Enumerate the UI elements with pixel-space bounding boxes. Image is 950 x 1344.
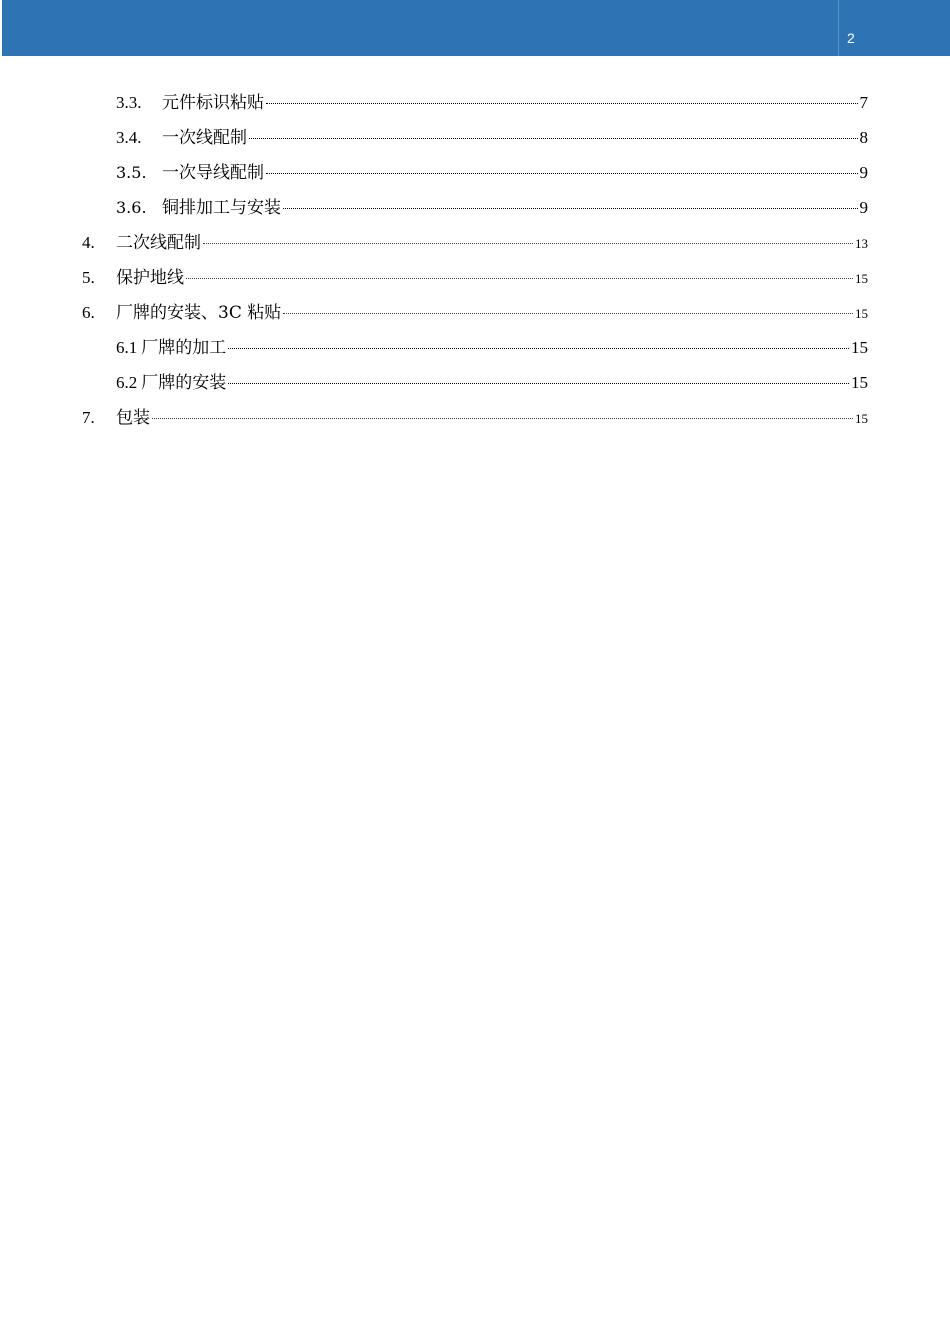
- toc-entry-page: 15: [855, 411, 868, 426]
- toc-entry-page: 9: [859, 163, 868, 182]
- toc-entry-number: 3.5.: [116, 163, 147, 182]
- dot-leader: [228, 348, 849, 349]
- toc-entry-number: 3.6.: [116, 198, 147, 217]
- toc-entry-page: 8: [859, 128, 868, 147]
- toc-entry-3-4[interactable]: [116, 121, 868, 155]
- toc-entry-number: 3.3.: [116, 93, 142, 112]
- toc-entry-6-2[interactable]: [116, 366, 868, 400]
- toc-entry-page: 15: [851, 338, 868, 357]
- dot-leader: [266, 103, 858, 104]
- toc-entry-3-3[interactable]: [116, 86, 868, 120]
- toc-entry-title: 厂牌的安装: [141, 373, 227, 393]
- toc-entry-number: 6.1: [116, 338, 138, 357]
- dot-leader: [249, 138, 858, 139]
- toc-entry-3-6[interactable]: [116, 191, 868, 225]
- toc-entry-number: 6.: [82, 303, 95, 322]
- toc-entry-page: 13: [855, 236, 868, 251]
- toc-entry-title: 保护地线: [116, 268, 184, 288]
- toc-entry-page: 15: [851, 373, 868, 392]
- dot-leader: [203, 243, 853, 244]
- toc-entry-page: 15: [855, 306, 868, 321]
- toc-entry-number: 4.: [82, 233, 95, 252]
- toc-entry-title: 一次导线配制: [162, 163, 264, 183]
- dot-leader: [266, 173, 858, 174]
- toc-entry-title: 厂牌的加工: [141, 338, 227, 358]
- toc-entry-4[interactable]: [82, 226, 868, 260]
- toc-entry-title: 厂牌的安装、3C 粘贴: [116, 303, 282, 323]
- toc-entry-page: 15: [855, 271, 868, 286]
- dot-leader: [228, 383, 849, 384]
- toc-entry-6[interactable]: [82, 296, 868, 330]
- header-divider: [838, 0, 839, 56]
- toc-entry-number: 3.4.: [116, 128, 142, 147]
- toc-entry-title: 铜排加工与安装: [162, 198, 281, 218]
- toc-entry-title: 一次线配制: [162, 128, 247, 148]
- toc-entry-title: 元件标识粘贴: [162, 93, 264, 113]
- toc-entry-page: 7: [859, 93, 868, 112]
- toc-entry-number: 5.: [82, 268, 95, 287]
- toc-entry-number: 7.: [82, 408, 95, 427]
- dot-leader: [283, 313, 853, 314]
- dot-leader: [283, 208, 858, 209]
- toc-entry-5[interactable]: [82, 261, 868, 295]
- header-band: [2, 0, 950, 56]
- dot-leader: [152, 418, 853, 419]
- page-number: 2: [847, 30, 855, 46]
- toc-entry-6-1[interactable]: [116, 331, 868, 365]
- toc-entry-title: 二次线配制: [116, 233, 201, 253]
- toc-entry-page: 9: [859, 198, 868, 217]
- toc-entry-3-5[interactable]: [116, 156, 868, 190]
- dot-leader: [186, 278, 853, 279]
- toc-entry-title: 包装: [116, 408, 150, 428]
- toc-entry-number: 6.2: [116, 373, 138, 392]
- toc-entry-7[interactable]: [82, 401, 868, 435]
